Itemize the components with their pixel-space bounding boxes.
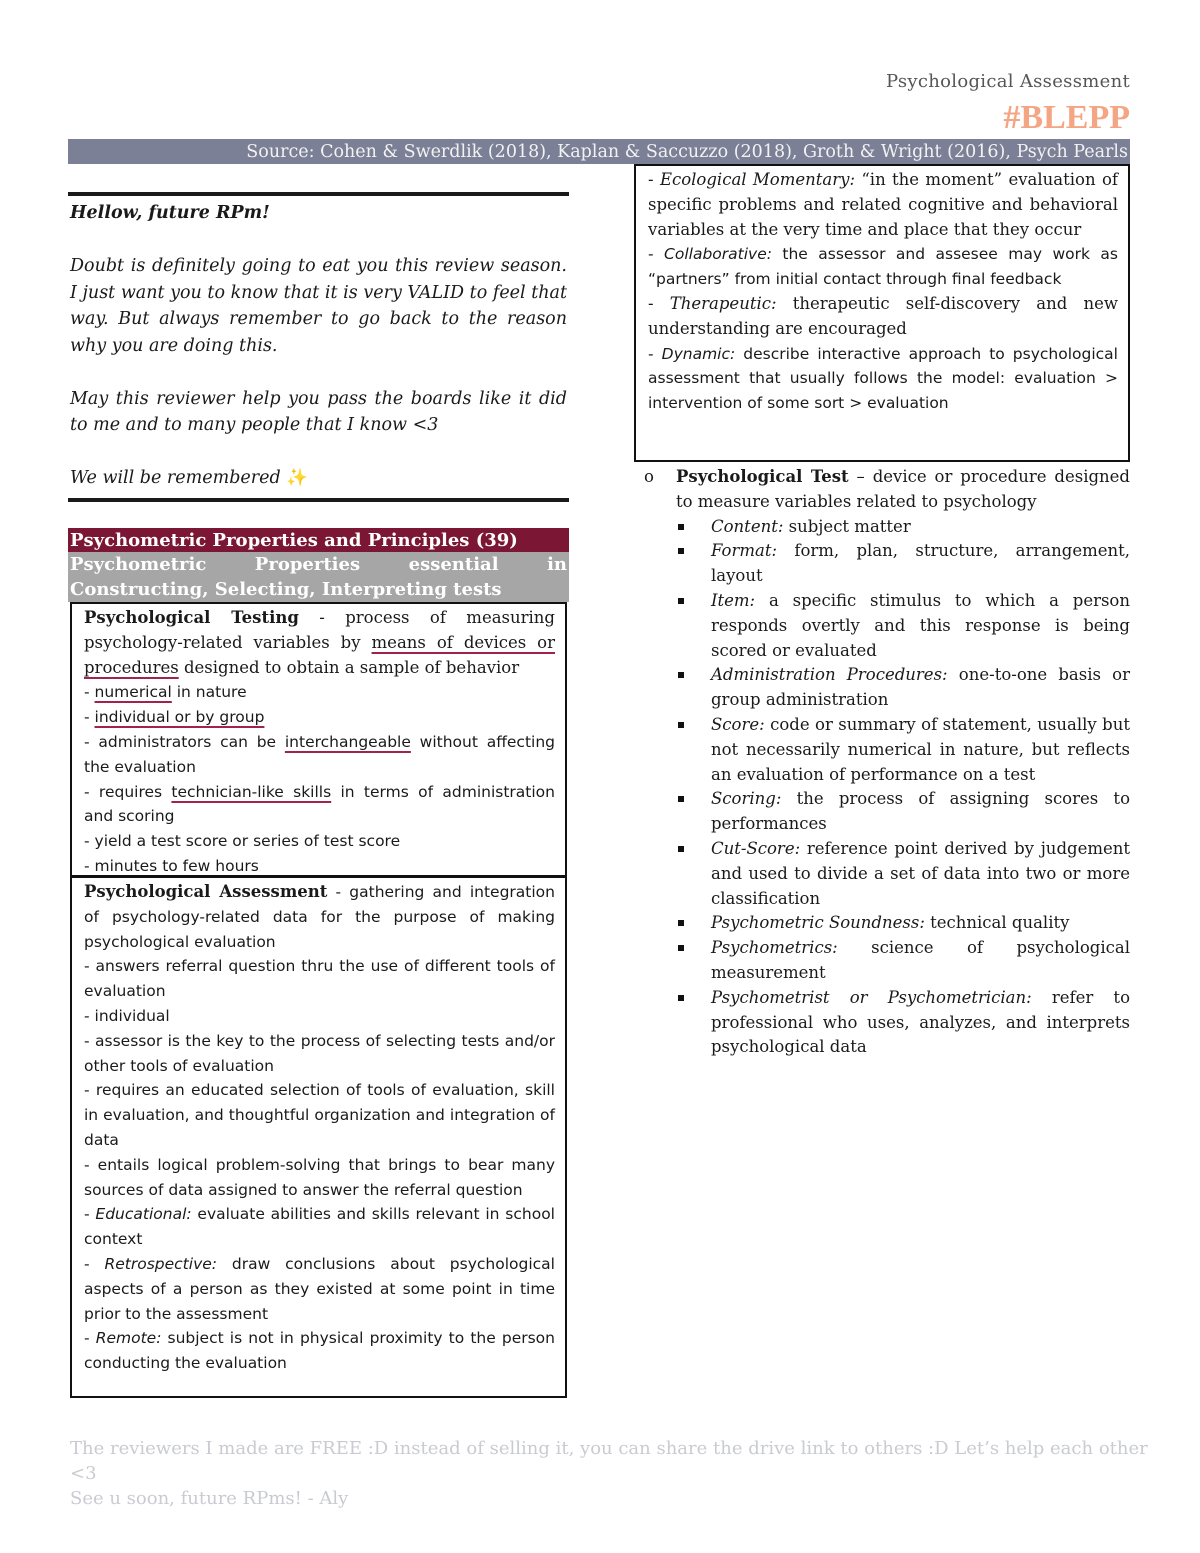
list-item: [634, 787, 1130, 837]
testing-line-4-pre: - requires: [84, 782, 172, 801]
testing-line-1-pre: -: [84, 683, 95, 702]
term-text: technical quality: [924, 913, 1070, 933]
list-item: [634, 911, 1130, 936]
list-item: [634, 936, 1130, 986]
retrospective-text: draw conclusions about psychological aspects of a person as they existed at some point in time prior to the assessment: [84, 1254, 555, 1323]
dynamic-text: describe interactive approach to psychological assessment that usually follows the model: evaluation > intervention of some sort > evaluation: [648, 344, 1118, 413]
assessment-definition: [84, 880, 555, 954]
psychological-test-section: [634, 465, 1130, 1060]
dynamic-label: Dynamic:: [661, 344, 736, 363]
collaborative-label: Collaborative:: [664, 245, 772, 264]
testing-line-2-ul: individual or by group: [94, 708, 265, 727]
footer-line-2: See u soon, future RPms! - Aly: [70, 1488, 349, 1509]
psychological-testing-box: [70, 602, 567, 877]
term-label: Psychometrist or Psychometrician:: [711, 987, 1032, 1007]
retrospective-label: Retrospective:: [104, 1254, 217, 1273]
assessment-line-6: - Educational: evaluate abilities and skills relevant in school context: [84, 1205, 555, 1249]
ecological-line: - Ecological Momentary: “in the moment” evaluation of specific problems and related cognitive and behavioral variables at the very time and place that they occur: [648, 170, 1118, 239]
square-bullet-icon: [678, 995, 684, 1001]
testing-line-4: [84, 780, 555, 830]
footer-line-1: The reviewers I made are FREE :D instead of selling it, you can share the drive link to others :D Let’s help each other <3: [70, 1438, 1148, 1484]
term-label: Format:: [711, 541, 778, 561]
testing-line-1-post: in nature: [171, 683, 247, 702]
square-bullet-icon: [678, 920, 684, 926]
testing-line-1: [84, 680, 555, 705]
greeting-paragraph-1: Doubt is definitely going to eat you this review season. I just want you to know that it is very VALID to feel that way. But always remember to go back to the reason why you are doing this.: [70, 256, 567, 356]
psychological-test-def: – device or procedure designed to measure variables related to psychology: [676, 467, 1130, 511]
testing-line-4-post: in terms of administration and scoring: [84, 782, 555, 826]
testing-def-b: designed to obtain a sample of behavior: [178, 657, 520, 677]
greeting-box: [68, 192, 569, 502]
square-bullet-icon: [678, 796, 684, 802]
testing-line-2-pre: -: [84, 708, 95, 727]
educational-label: Educational:: [95, 1205, 192, 1224]
therapeutic-text: therapeutic self-discovery and new understanding are encouraged: [648, 293, 1118, 338]
testing-line-4-ul: technician-like skills: [171, 782, 332, 801]
psychological-test-definition: [634, 465, 1130, 515]
testing-line-2: [84, 705, 555, 730]
document-subject: Psychological Assessment: [885, 71, 1130, 92]
assessment-line-4: - requires an educated selection of tools of evaluation, skill in evaluation, and thoughtful organization and integration of data: [84, 1081, 555, 1149]
psychological-test-term: Psychological Test: [676, 467, 849, 486]
square-bullet-icon: [678, 945, 684, 951]
testing-line-5: - yield a test score or series of test score: [84, 832, 401, 851]
list-item: [634, 515, 1130, 540]
term-text: subject matter: [783, 516, 911, 536]
assessment-line-8: - Remote: subject is not in physical proximity to the person conducting the evaluation: [84, 1329, 555, 1373]
term-label: Administration Procedures:: [711, 665, 948, 685]
testing-term: Psychological Testing: [84, 608, 299, 627]
testing-line-6: - minutes to few hours: [84, 856, 259, 875]
term-text: refer to professional who uses, analyzes, and interprets psychological data: [711, 987, 1130, 1057]
psychological-test-terms: [634, 515, 1130, 1061]
therapeutic-label: Therapeutic:: [669, 293, 777, 313]
therapeutic-line: - Therapeutic: therapeutic self-discovery and new understanding are encouraged: [648, 293, 1118, 338]
testing-def-a: - process of measuring psychology-related variables by: [84, 608, 555, 652]
list-item: [634, 986, 1130, 1060]
psychological-assessment-box: [70, 876, 567, 1398]
section-title: Psychometric Properties and Principles (39): [68, 528, 569, 552]
testing-def-underlined: means of devices or procedures: [84, 632, 555, 677]
collaborative-line: - Collaborative: the assessor and assesee may work as “partners” from initial contact through final feedback: [648, 245, 1118, 289]
assessment-line-3: - assessor is the key to the process of selecting tests and/or other tools of evaluation: [84, 1031, 555, 1075]
square-bullet-icon: [678, 598, 684, 604]
term-label: Content:: [711, 516, 784, 536]
hashtag-title: #BLEPP: [1003, 99, 1130, 136]
testing-line-3-pre: - administrators can be: [84, 732, 285, 751]
assessment-line-2: - individual: [84, 1006, 170, 1025]
term-text: reference point derived by judgement and used to divide a set of data into two or more classification: [711, 838, 1130, 908]
testing-definition: [84, 606, 555, 680]
footer-note: [70, 1436, 1150, 1511]
term-text: the process of assigning scores to performances: [711, 789, 1130, 834]
greeting-salutation: Hellow, future RPm!: [70, 203, 270, 223]
source-bar: Source: Cohen & Swerdlik (2018), Kaplan & Saccuzzo (2018), Groth & Wright (2016), Psych Pearls: [68, 139, 1130, 164]
term-label: Item:: [711, 590, 756, 610]
testing-line-1-ul: numerical: [94, 683, 172, 702]
list-item: [634, 539, 1130, 589]
square-bullet-icon: [678, 722, 684, 728]
term-label: Psychometric Soundness:: [711, 913, 925, 933]
section-subtitle: Psychometric Properties essential in Constructing, Selecting, Interpreting tests: [70, 554, 567, 600]
square-bullet-icon: [678, 548, 684, 554]
list-item: [634, 589, 1130, 663]
remote-text: subject is not in physical proximity to the person conducting the evaluation: [84, 1329, 555, 1373]
assessment-line-1: - answers referral question thru the use of different tools of evaluation: [84, 957, 555, 1001]
assessment-continuation-box: [634, 164, 1130, 462]
term-text: a specific stimulus to which a person responds overtly and this response is being scored or evaluated: [711, 590, 1130, 660]
greeting-closing: We will be remembered: [70, 468, 281, 488]
term-label: Score:: [711, 714, 765, 734]
collaborative-text: the assessor and assesee may work as “partners” from initial contact through final feedback: [648, 245, 1118, 289]
testing-line-3: [84, 730, 555, 780]
remote-label: Remote:: [95, 1329, 162, 1348]
assessment-line-5: - entails logical problem-solving that brings to bear many sources of data assigned to answer the referral question: [84, 1155, 555, 1199]
ecological-text: “in the moment” evaluation of specific problems and related cognitive and behavioral variables at the very time and place that they occur: [648, 170, 1118, 239]
educational-text: evaluate abilities and skills relevant in school context: [84, 1205, 555, 1249]
term-text: form, plan, structure, arrangement, layout: [711, 541, 1130, 586]
assessment-def-text: - gathering and integration of psychology-related data for the purpose of making psychological evaluation: [84, 883, 555, 951]
square-bullet-icon: [678, 846, 684, 852]
term-text: code or summary of statement, usually but not necessarily numerical in nature, but reflects an evaluation of performance on a test: [711, 714, 1130, 784]
greeting-paragraph-3: [70, 465, 567, 492]
assessment-line-7: - Retrospective: draw conclusions about psychological aspects of a person as they existed at some point in time prior to the assessment: [84, 1254, 555, 1323]
list-item: [634, 837, 1130, 911]
term-text: science of psychological measurement: [711, 938, 1130, 982]
circle-bullet-icon: o: [644, 467, 654, 486]
testing-line-3-ul: interchangeable: [284, 732, 411, 751]
testing-line-3-post: without affecting the evaluation: [84, 732, 555, 776]
term-label: Psychometrics:: [711, 938, 838, 958]
dynamic-line: - Dynamic: describe interactive approach to psychological assessment that usually follows the model: evaluation > intervention of some sort > evaluation: [648, 344, 1118, 413]
term-label: Scoring:: [711, 789, 782, 809]
list-item: [634, 713, 1130, 787]
list-item: [634, 663, 1130, 713]
square-bullet-icon: [678, 672, 684, 678]
assessment-term: Psychological Assessment: [84, 882, 328, 901]
square-bullet-icon: [678, 524, 684, 530]
ecological-label: Ecological Momentary:: [659, 170, 856, 189]
greeting-paragraph-2: May this reviewer help you pass the boards like it did to me and to many people that I know <3: [70, 388, 567, 435]
sparkle-icon: ✨: [286, 468, 309, 488]
term-label: Cut-Score:: [711, 838, 801, 858]
term-text: one-to-one basis or group administration: [711, 665, 1130, 710]
